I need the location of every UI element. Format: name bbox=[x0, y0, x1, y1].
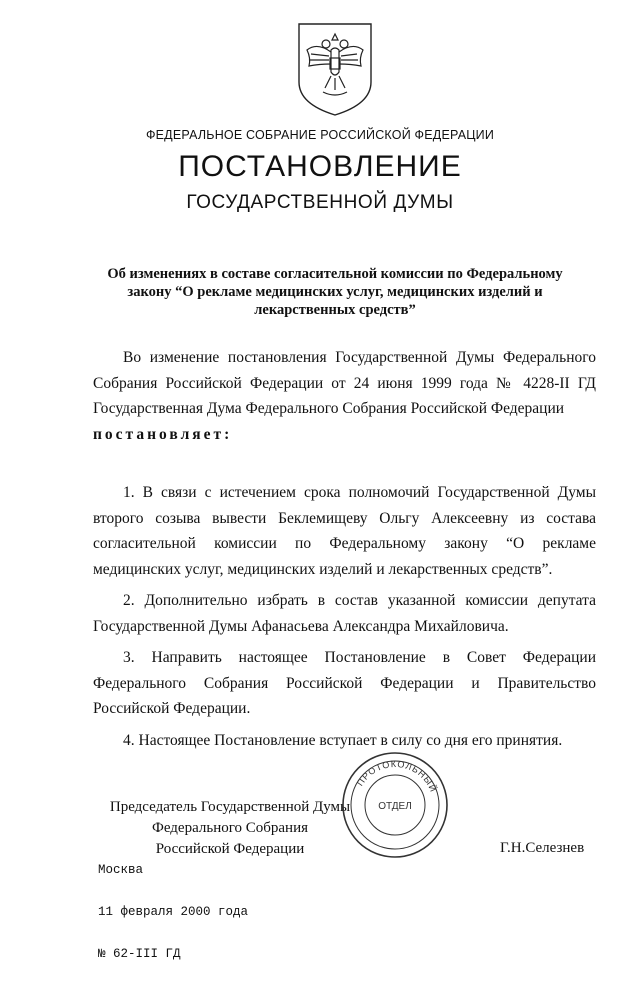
document-footer bbox=[98, 835, 248, 989]
signatory-title-line: Российской Федерации bbox=[155, 841, 305, 857]
official-stamp bbox=[340, 750, 450, 860]
preamble-paragraph: Во изменение постановления Государственной Думы Федерального Собрания Российской Федерации от 24 июня 1999 года № 4228-II ГД Государственная Дума Федерального Собрания Российской Федерации bbox=[93, 349, 596, 417]
footer-number: № 62-III ГД bbox=[98, 947, 181, 961]
stamp-center-text: ОТДЕЛ bbox=[378, 801, 412, 812]
resolution-item: 2. Дополнительно избрать в состав указанной комиссии депутата Государственной Думы Афанасьева Александра Михайловича. bbox=[93, 592, 596, 635]
signatory-title-line: Федерального Собрания bbox=[151, 820, 309, 836]
resolution-heading: Об изменениях в составе согласительной комиссии по Федеральному закону “О рекламе медицинских услуг, медицинских изделий и лекарственных средств” bbox=[107, 266, 563, 318]
resolution-item: 1. В связи с истечением срока полномочий Государственной Думы второго созыва вывести Беклемищеву Ольгу Алексеевну из состава согласительной комиссии по Федеральному закону “О рекламе медицинских услуг, медицинских изделий и лекарственных средств”. bbox=[93, 484, 596, 578]
footer-date: 11 февраля 2000 года bbox=[98, 905, 249, 919]
resolution-items bbox=[93, 480, 596, 759]
document-title: ПОСТАНОВЛЕНИЕ bbox=[178, 150, 462, 183]
assembly-name: ФЕДЕРАЛЬНОЕ СОБРАНИЕ РОССИЙСКОЙ ФЕДЕРАЦИИ bbox=[145, 128, 495, 142]
decree-word: постановляет: bbox=[93, 426, 233, 443]
footer-city: Москва bbox=[98, 863, 144, 877]
coat-of-arms-icon bbox=[295, 20, 375, 118]
signatory-name: Г.Н.Селезнев bbox=[500, 840, 585, 856]
resolution-item: 3. Направить настоящее Постановление в Совет Федерации Федерального Собрания Российской Федерации и Правительство Российской Федерации. bbox=[93, 649, 596, 717]
stamp-ring-text: ПРОТОКОЛЬНЫЙ bbox=[354, 758, 439, 795]
signatory-title-line: Председатель Государственной Думы bbox=[109, 799, 351, 815]
document-subtitle: ГОСУДАРСТВЕННОЙ ДУМЫ bbox=[186, 192, 454, 213]
resolution-item: 4. Настоящее Постановление вступает в силу со дня его принятия. bbox=[123, 731, 563, 749]
